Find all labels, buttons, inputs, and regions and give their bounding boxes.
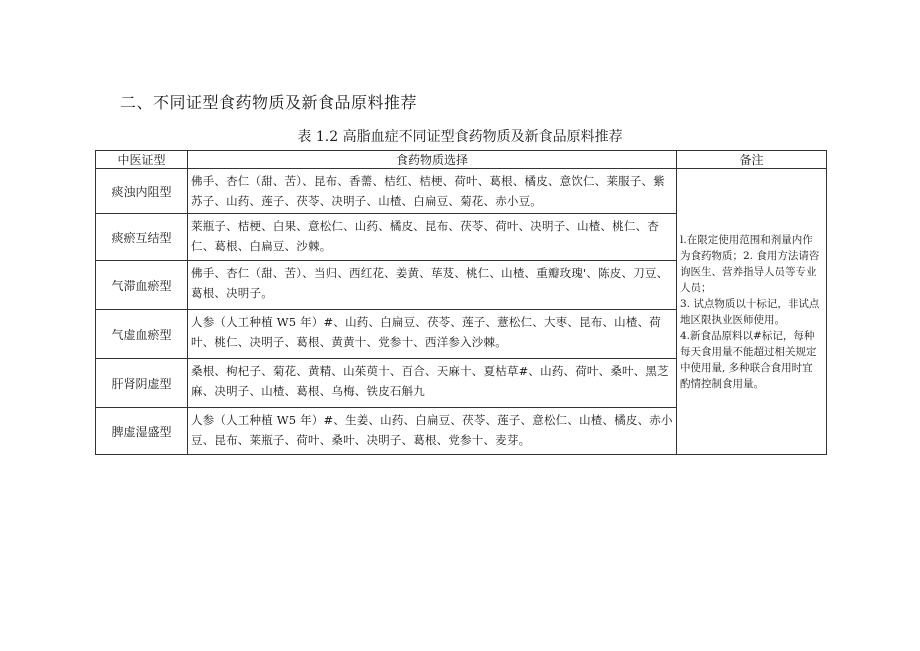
food-cell: 莱瓶子、桔梗、白果、意松仁、山药、橘皮、昆布、茯苓、荷叶、决明子、山楂、桃仁、杏仁、葛根、白扁豆、沙棘。 bbox=[188, 214, 677, 261]
note-line: 4.新食品原料以#标记，每种每天食用量不能超过相关规定中使用量, 多种联合食用时宜酌情控制食用量。 bbox=[680, 329, 817, 390]
note-line: 3. 试点物质以十标记，非试点地区限执业医师使用。 bbox=[680, 297, 820, 326]
header-syndrome: 中医证型 bbox=[96, 151, 188, 169]
header-food-selection: 食药物质选择 bbox=[188, 151, 677, 169]
food-cell: 人参（人工种植 W5 年）#、生姜、山药、白扁豆、茯苓、莲子、意松仁、山楂、橘皮、赤小豆、昆布、莱瓶子、荷叶、桑叶、决明子、葛根、党参十、麦芽。 bbox=[188, 408, 677, 455]
notes-cell bbox=[677, 169, 827, 455]
syndrome-cell: 痰浊内阻型 bbox=[96, 169, 188, 214]
table-row bbox=[96, 169, 827, 214]
food-cell: 人参（人工种植 W5 年）#、山药、白扁豆、茯苓、莲子、薏松仁、大枣、昆布、山楂、荷叶、桃仁、决明子、葛根、黄黄十、党参十、西洋参入沙棘。 bbox=[188, 310, 677, 359]
syndrome-cell: 气虚血瘀型 bbox=[96, 310, 188, 359]
syndrome-cell: 脾虚湿盛型 bbox=[96, 408, 188, 455]
header-notes: 备注 bbox=[677, 151, 827, 169]
food-cell: 桑根、枸杞子、菊花、黄精、山茱萸十、百合、天麻十、夏枯草#、山药、荷叶、桑叶、黑芝麻、决明子、山楂、葛根、乌梅、铁皮石斛九 bbox=[188, 359, 677, 408]
table-caption: 表 1.2 高脂血症不同证型食药物质及新食品原料推荐 bbox=[297, 129, 623, 145]
recommendation-table bbox=[95, 150, 827, 455]
table-header-row bbox=[96, 151, 827, 169]
syndrome-cell: 肝肾阴虚型 bbox=[96, 359, 188, 408]
section-heading: 二、不同证型食药物质及新食品原料推荐 bbox=[120, 93, 418, 112]
food-cell: 佛手、杏仁（甜、苦）、当归、西红花、姜黄、荜芨、桃仁、山楂、重瓣玫瑰'、陈皮、刀豆、葛根、决明子。 bbox=[188, 261, 677, 310]
syndrome-cell: 痰瘀互结型 bbox=[96, 214, 188, 261]
food-cell: 佛手、杏仁（甜、苦）、昆布、香薷、桔红、桔梗、荷叶、葛根、橘皮、意饮仁、莱服子、紫苏子、山药、莲子、茯苓、决明子、山楂、白扁豆、菊花、赤小豆。 bbox=[188, 169, 677, 214]
note-line: l.在限定使用范围和剂量内作为食药物质；2. 食用方法请咨询医生、营养指导人员等专业人员； bbox=[680, 233, 820, 294]
syndrome-cell: 气滞血瘀型 bbox=[96, 261, 188, 310]
